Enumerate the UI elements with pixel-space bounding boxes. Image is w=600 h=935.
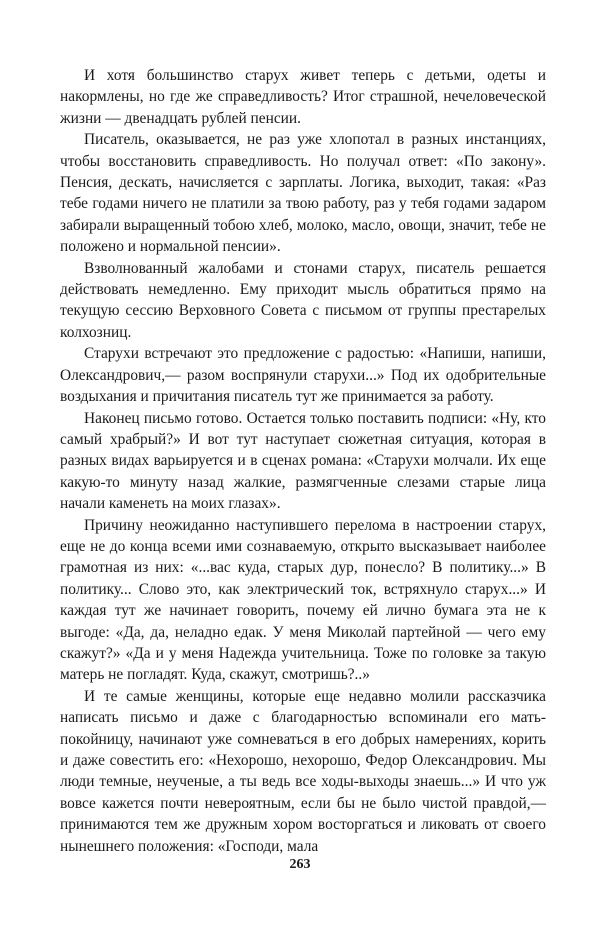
- paragraph-7: И те самые женщины, которые еще недавно молили рассказчика написать письмо и даже с благодарностью вспоминали его мать-покойницу, начинают уже сомневаться в его добрых намерениях, корить и даже совестить его: «Нехорошо, нехорошо, Федор Олександрович. Мы люди темные, неученые, а ты ведь все ходы-выходы знаешь...» И что уж вовсе кажется почти невероятным, если бы не было чистой правдой,— принимаются тем же дружным хором восторгаться и ликовать от своего нынешнего положения: «Господи, мала: [60, 687, 546, 855]
- page-body: [60, 65, 546, 857]
- paragraph-5: Наконец письмо готово. Остается только поставить подписи: «Ну, кто самый храбрый?» И вот тут наступает сюжетная ситуация, которая в разных видах варьируется и в сценах романа: «Старухи молчали. Их еще какую-то минуту назад жалкие, размягченные слезами старые лица начали каменеть на моих глазах».: [60, 409, 546, 513]
- paragraph-2: Писатель, оказывается, не раз уже хлопотал в разных инстанциях, чтобы восстановить справедливость. Но получал ответ: «По закону». Пенсия, дескать, начисляется с зарплаты. Логика, выходит, такая: «Раз тебе годами ничего не платили за твою работу, раз у тебя годами задаром забирали выращенный тобою хлеб, молоко, масло, овощи, значит, тебе не положено и нормальной пенсии».: [60, 131, 546, 256]
- paragraph-1: И хотя большинство старух живет теперь с детьми, одеты и накормлены, но где же справедливость? Итог страшной, нечеловеческой жизни — двенадцать рублей пенсии.: [60, 67, 546, 127]
- paragraph-4: Старухи встречают это предложение с радостью: «Напиши, напиши, Олександрович,— разом воспрянули старухи...» Под их одобрительные воздыхания и причитания писатель тут же принимается за работу.: [60, 345, 546, 406]
- paragraph-6: Причину неожиданно наступившего перелома в настроении старух, еще не до конца всеми ими сознаваемую, открыто высказывает наиболее грамотная из них: «...вас куда, старых дур, понесло? В политику...» В политику... Слово это, как электрический ток, встряхнуло старух...» И каждая тут же начинает говорить, почему ей лично бумага эта не к выгоде: «Да, да, неладно едак. У меня Миколай партейной — чего ему скажут?» «Да и у меня Надежда учительница. Тоже по головке за такую матерь не погладят. Куда, скажут, смотришь?..»: [60, 516, 546, 684]
- paragraph-3: Взволнованный жалобами и стонами старух, писатель решается действовать немедленно. Ему приходит мысль обратиться прямо на текущую сессию Верховного Совета с письмом от группы престарелых колхозниц.: [60, 259, 546, 341]
- page-number: 263: [289, 857, 311, 872]
